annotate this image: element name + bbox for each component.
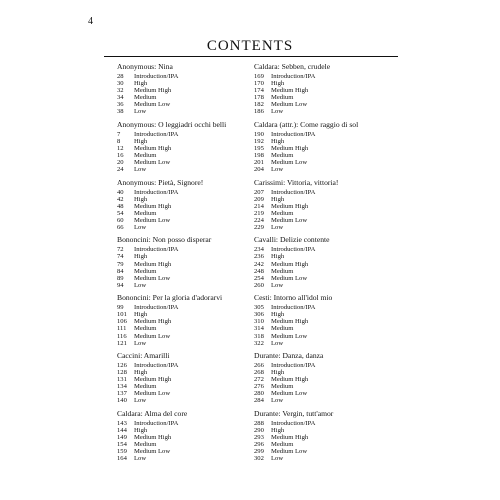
entry-label: Medium High bbox=[271, 376, 309, 384]
contents-entry bbox=[254, 427, 394, 434]
entry-page-number: 144 bbox=[117, 426, 127, 434]
entry-label: High bbox=[271, 369, 285, 377]
contents-entry bbox=[254, 441, 394, 448]
contents-entry bbox=[117, 397, 257, 404]
entry-page-number: 7 bbox=[117, 130, 121, 138]
contents-section bbox=[117, 410, 257, 468]
entry-label: Medium High bbox=[134, 260, 172, 268]
entry-page-number: 280 bbox=[254, 390, 264, 398]
entry-page-number: 159 bbox=[117, 448, 127, 456]
entry-label: Medium Low bbox=[134, 332, 171, 340]
entry-label: Medium High bbox=[134, 202, 172, 210]
section-title: Caldara: Sebben, crudele bbox=[254, 62, 331, 71]
entry-label: Medium bbox=[134, 441, 157, 449]
entry-label: Low bbox=[271, 108, 284, 116]
entry-label: Medium High bbox=[134, 433, 172, 441]
entry-page-number: 318 bbox=[254, 332, 264, 340]
entry-page-number: 30 bbox=[117, 80, 124, 88]
contents-entry bbox=[117, 275, 257, 282]
contents-entry bbox=[117, 203, 257, 210]
entry-page-number: 305 bbox=[254, 304, 264, 312]
entry-page-number: 16 bbox=[117, 152, 124, 160]
entry-page-number: 248 bbox=[254, 267, 264, 275]
entry-label: Medium bbox=[271, 383, 294, 391]
entry-label: Low bbox=[271, 166, 284, 174]
entry-page-number: 234 bbox=[254, 246, 264, 254]
entry-page-number: 38 bbox=[117, 108, 124, 116]
contents-section bbox=[117, 63, 257, 121]
section-title: Durante: Danza, danza bbox=[254, 350, 324, 360]
contents-entry bbox=[254, 152, 394, 159]
contents-section bbox=[254, 179, 394, 237]
entry-label: Medium Low bbox=[271, 448, 308, 456]
entry-page-number: 106 bbox=[117, 318, 127, 326]
entry-label: Introduction/IPA bbox=[134, 304, 179, 312]
entry-page-number: 143 bbox=[117, 419, 127, 427]
page-title: CONTENTS bbox=[206, 38, 294, 54]
entry-page-number: 276 bbox=[254, 383, 264, 391]
entry-page-number: 288 bbox=[254, 419, 264, 427]
entry-page-number: 126 bbox=[117, 361, 127, 369]
entry-label: Introduction/IPA bbox=[271, 361, 316, 369]
entry-label: High bbox=[134, 311, 148, 319]
contents-entry bbox=[254, 87, 394, 94]
entry-page-number: 190 bbox=[254, 130, 264, 138]
entry-page-number: 36 bbox=[117, 101, 124, 109]
entry-label: Medium bbox=[134, 94, 157, 102]
entry-label: Medium bbox=[271, 152, 294, 160]
entry-label: Medium bbox=[134, 209, 157, 217]
contents-entry bbox=[117, 94, 257, 101]
entry-page-number: 186 bbox=[254, 108, 264, 116]
entry-page-number: 174 bbox=[254, 87, 264, 95]
section-title: Bononcini: Per la gloria d'adorarvi bbox=[117, 293, 223, 303]
entry-page-number: 293 bbox=[254, 433, 264, 441]
entry-label: Medium High bbox=[271, 433, 309, 441]
entry-label: Medium bbox=[134, 152, 157, 160]
contents-entry bbox=[117, 362, 257, 369]
contents-entry bbox=[254, 196, 394, 203]
contents-entry bbox=[117, 101, 257, 108]
entry-label: Introduction/IPA bbox=[271, 188, 316, 196]
entry-label: Low bbox=[134, 281, 147, 289]
entry-label: Medium Low bbox=[134, 274, 171, 282]
contents-entry bbox=[254, 275, 394, 282]
entry-page-number: 12 bbox=[117, 144, 124, 152]
entry-page-number: 42 bbox=[117, 195, 124, 203]
contents-entry bbox=[254, 210, 394, 217]
contents-entry bbox=[117, 420, 257, 427]
contents-entry bbox=[117, 427, 257, 434]
contents-entry bbox=[254, 340, 394, 347]
entry-label: High bbox=[271, 253, 285, 261]
contents-entry bbox=[254, 94, 394, 101]
entry-page-number: 128 bbox=[117, 369, 127, 377]
contents-entry bbox=[254, 455, 394, 462]
contents-entry bbox=[254, 282, 394, 289]
contents-entry bbox=[117, 224, 257, 231]
contents-entry bbox=[254, 362, 394, 369]
entry-label: Medium bbox=[134, 325, 157, 333]
contents-entry bbox=[117, 87, 257, 94]
entry-page-number: 290 bbox=[254, 426, 264, 434]
contents-entry bbox=[254, 268, 394, 275]
contents-entry bbox=[254, 159, 394, 166]
entry-label: Low bbox=[134, 108, 147, 116]
entry-label: Medium Low bbox=[134, 159, 171, 167]
section-title: Anonymous: Pietà, Signore! bbox=[117, 177, 204, 187]
entry-label: Introduction/IPA bbox=[271, 304, 316, 312]
contents-entry bbox=[117, 333, 257, 340]
contents-section bbox=[254, 121, 394, 179]
contents-entry bbox=[117, 390, 257, 397]
entry-label: Medium bbox=[271, 441, 294, 449]
entry-page-number: 89 bbox=[117, 274, 124, 282]
entry-label: Medium High bbox=[271, 260, 309, 268]
contents-entry bbox=[117, 138, 257, 145]
entry-page-number: 310 bbox=[254, 318, 264, 326]
entry-label: Introduction/IPA bbox=[134, 246, 179, 254]
entry-label: Low bbox=[134, 224, 147, 232]
entry-page-number: 131 bbox=[117, 376, 127, 384]
entry-label: Medium Low bbox=[134, 216, 171, 224]
entry-page-number: 24 bbox=[117, 166, 124, 174]
page-number: 4 bbox=[88, 16, 93, 27]
entry-page-number: 306 bbox=[254, 311, 264, 319]
entry-label: Introduction/IPA bbox=[271, 246, 316, 254]
entry-page-number: 209 bbox=[254, 195, 264, 203]
entry-page-number: 242 bbox=[254, 260, 264, 268]
entry-label: Introduction/IPA bbox=[134, 73, 179, 80]
contents-entry bbox=[254, 333, 394, 340]
entry-label: Medium Low bbox=[271, 332, 308, 340]
contents-section bbox=[254, 236, 394, 294]
contents-entry bbox=[117, 383, 257, 390]
entry-page-number: 66 bbox=[117, 224, 124, 232]
contents-entry bbox=[117, 189, 257, 196]
entry-label: High bbox=[134, 253, 148, 261]
contents-entry bbox=[117, 268, 257, 275]
contents-section bbox=[117, 121, 257, 179]
entry-label: Medium bbox=[271, 94, 294, 102]
entry-page-number: 72 bbox=[117, 246, 124, 254]
entry-label: High bbox=[271, 426, 285, 434]
entry-page-number: 302 bbox=[254, 455, 264, 463]
contents-entry bbox=[117, 311, 257, 318]
entry-page-number: 164 bbox=[117, 455, 127, 463]
entry-page-number: 99 bbox=[117, 304, 124, 312]
entry-label: Low bbox=[134, 397, 147, 405]
contents-entry bbox=[254, 224, 394, 231]
contents-entry bbox=[254, 390, 394, 397]
title-rule bbox=[104, 56, 398, 57]
entry-label: Medium bbox=[271, 209, 294, 217]
entry-page-number: 116 bbox=[117, 332, 127, 340]
contents-entry bbox=[254, 203, 394, 210]
entry-label: Medium High bbox=[271, 87, 309, 95]
contents-section bbox=[117, 352, 257, 410]
contents-entry bbox=[117, 246, 257, 253]
entry-page-number: 170 bbox=[254, 80, 264, 88]
contents-entry bbox=[117, 448, 257, 455]
contents-entry bbox=[117, 145, 257, 152]
contents-section bbox=[254, 294, 394, 352]
entry-page-number: 229 bbox=[254, 224, 264, 232]
entry-page-number: 272 bbox=[254, 376, 264, 384]
entry-page-number: 74 bbox=[117, 253, 124, 261]
contents-entry bbox=[117, 196, 257, 203]
entry-page-number: 192 bbox=[254, 137, 264, 145]
entry-page-number: 154 bbox=[117, 441, 127, 449]
entry-label: High bbox=[134, 80, 148, 88]
entry-page-number: 178 bbox=[254, 94, 264, 102]
entry-label: Introduction/IPA bbox=[271, 130, 316, 138]
entry-page-number: 101 bbox=[117, 311, 127, 319]
entry-page-number: 34 bbox=[117, 94, 124, 102]
entry-label: Introduction/IPA bbox=[134, 188, 179, 196]
contents-entry bbox=[254, 138, 394, 145]
entry-label: Low bbox=[134, 339, 147, 347]
entry-page-number: 8 bbox=[117, 137, 121, 145]
entry-label: Medium High bbox=[134, 87, 172, 95]
contents-entry bbox=[117, 166, 257, 173]
contents-entry bbox=[254, 166, 394, 173]
contents-section bbox=[117, 236, 257, 294]
contents-entry bbox=[254, 108, 394, 115]
section-title: Cesti: Intorno all'idol mio bbox=[254, 293, 333, 303]
entry-page-number: 84 bbox=[117, 267, 124, 275]
entry-label: Medium bbox=[271, 267, 294, 275]
section-title: Bononcini: Non posso disperar bbox=[117, 235, 212, 245]
entry-page-number: 137 bbox=[117, 390, 127, 398]
contents-entry bbox=[117, 210, 257, 217]
entry-label: Low bbox=[271, 339, 284, 347]
entry-page-number: 198 bbox=[254, 152, 264, 160]
entry-label: Medium Low bbox=[271, 101, 308, 109]
entry-label: Medium bbox=[134, 267, 157, 275]
entry-label: Low bbox=[271, 224, 284, 232]
entry-page-number: 28 bbox=[117, 73, 124, 80]
entry-label: Introduction/IPA bbox=[271, 419, 316, 427]
contents-entry bbox=[254, 73, 394, 80]
entry-label: Medium High bbox=[134, 144, 172, 152]
entry-page-number: 20 bbox=[117, 159, 124, 167]
entry-label: Medium Low bbox=[134, 390, 171, 398]
entry-label: Medium Low bbox=[271, 216, 308, 224]
entry-page-number: 260 bbox=[254, 281, 264, 289]
contents-section bbox=[254, 352, 394, 410]
contents-entry bbox=[254, 383, 394, 390]
contents-entry bbox=[254, 145, 394, 152]
entry-page-number: 134 bbox=[117, 383, 127, 391]
contents-entry bbox=[117, 108, 257, 115]
entry-page-number: 40 bbox=[117, 188, 124, 196]
entry-page-number: 140 bbox=[117, 397, 127, 405]
contents-entry bbox=[117, 80, 257, 87]
section-title: Anonymous: O leggiadri occhi belli bbox=[117, 119, 227, 129]
contents-entry bbox=[254, 434, 394, 441]
section-title: Caldara: Alma del core bbox=[117, 408, 188, 418]
contents-entry bbox=[117, 340, 257, 347]
contents-column-left bbox=[117, 63, 257, 468]
entry-label: High bbox=[271, 80, 285, 88]
contents-entry bbox=[254, 101, 394, 108]
entry-page-number: 299 bbox=[254, 448, 264, 456]
contents-entry bbox=[117, 131, 257, 138]
entry-label: Medium Low bbox=[271, 274, 308, 282]
contents-entry bbox=[117, 434, 257, 441]
entry-page-number: 48 bbox=[117, 202, 124, 210]
entry-page-number: 266 bbox=[254, 361, 264, 369]
contents-entry bbox=[117, 441, 257, 448]
entry-label: High bbox=[271, 137, 285, 145]
contents-entry bbox=[117, 282, 257, 289]
section-title: Durante: Vergin, tutt'amor bbox=[254, 408, 334, 418]
entry-page-number: 111 bbox=[117, 325, 127, 333]
entry-label: High bbox=[134, 195, 148, 203]
contents-entry bbox=[254, 318, 394, 325]
contents-entry bbox=[254, 376, 394, 383]
entry-label: Medium High bbox=[134, 376, 172, 384]
entry-label: High bbox=[271, 311, 285, 319]
entry-page-number: 32 bbox=[117, 87, 124, 95]
section-title: Caccini: Amarilli bbox=[117, 350, 170, 360]
entry-page-number: 314 bbox=[254, 325, 264, 333]
contents-entry bbox=[254, 131, 394, 138]
entry-page-number: 182 bbox=[254, 101, 264, 109]
contents-section bbox=[117, 294, 257, 352]
contents-entry bbox=[117, 253, 257, 260]
entry-page-number: 219 bbox=[254, 209, 264, 217]
contents-entry bbox=[254, 369, 394, 376]
entry-label: Medium Low bbox=[134, 448, 171, 456]
contents-section bbox=[254, 410, 394, 468]
entry-page-number: 60 bbox=[117, 216, 124, 224]
entry-page-number: 201 bbox=[254, 159, 264, 167]
entry-page-number: 296 bbox=[254, 441, 264, 449]
contents-entry bbox=[117, 152, 257, 159]
entry-label: Low bbox=[271, 281, 284, 289]
contents-entry bbox=[117, 261, 257, 268]
entry-page-number: 207 bbox=[254, 188, 264, 196]
entry-label: Medium Low bbox=[271, 390, 308, 398]
entry-page-number: 149 bbox=[117, 433, 127, 441]
contents-entry bbox=[254, 189, 394, 196]
entry-page-number: 195 bbox=[254, 144, 264, 152]
contents-entry bbox=[117, 318, 257, 325]
contents-column-right bbox=[254, 63, 394, 468]
entry-label: Low bbox=[134, 455, 147, 463]
contents-entry bbox=[117, 217, 257, 224]
entry-page-number: 121 bbox=[117, 339, 127, 347]
entry-label: Medium High bbox=[134, 318, 172, 326]
contents-entry bbox=[254, 420, 394, 427]
entry-label: Medium bbox=[271, 325, 294, 333]
entry-label: High bbox=[134, 137, 148, 145]
entry-page-number: 284 bbox=[254, 397, 264, 405]
contents-entry bbox=[254, 397, 394, 404]
entry-label: Medium High bbox=[271, 202, 309, 210]
entry-page-number: 94 bbox=[117, 281, 124, 289]
section-title: Caldara (attr.): Come raggio di sol bbox=[254, 119, 359, 129]
entry-label: Medium Low bbox=[271, 159, 308, 167]
contents-section bbox=[254, 63, 394, 121]
contents-entry bbox=[254, 217, 394, 224]
contents-entry bbox=[254, 311, 394, 318]
section-title: Cavalli: Delizie contente bbox=[254, 235, 330, 245]
section-title: Anonymous: Nina bbox=[117, 62, 173, 71]
entry-page-number: 236 bbox=[254, 253, 264, 261]
entry-label: Low bbox=[271, 397, 284, 405]
contents-entry bbox=[254, 253, 394, 260]
entry-label: High bbox=[271, 195, 285, 203]
section-title: Carissimi: Vittoria, vittoria! bbox=[254, 177, 339, 187]
contents-entry bbox=[254, 80, 394, 87]
entry-page-number: 254 bbox=[254, 274, 264, 282]
entry-page-number: 54 bbox=[117, 209, 124, 217]
entry-page-number: 204 bbox=[254, 166, 264, 174]
entry-page-number: 268 bbox=[254, 369, 264, 377]
entry-label: Low bbox=[134, 166, 147, 174]
entry-label: Medium bbox=[134, 383, 157, 391]
entry-label: High bbox=[134, 369, 148, 377]
entry-label: Introduction/IPA bbox=[134, 361, 179, 369]
contents-entry bbox=[254, 261, 394, 268]
entry-label: Medium High bbox=[271, 144, 309, 152]
entry-page-number: 224 bbox=[254, 216, 264, 224]
entry-label: Introduction/IPA bbox=[271, 73, 316, 80]
contents-entry bbox=[254, 304, 394, 311]
entry-label: High bbox=[134, 426, 148, 434]
contents-entry bbox=[117, 304, 257, 311]
contents-entry bbox=[117, 73, 257, 80]
contents-entry bbox=[117, 159, 257, 166]
entry-label: Introduction/IPA bbox=[134, 130, 179, 138]
contents-entry bbox=[117, 376, 257, 383]
entry-label: Medium High bbox=[271, 318, 309, 326]
contents-section bbox=[117, 179, 257, 237]
contents-entry bbox=[117, 369, 257, 376]
entry-label: Medium Low bbox=[134, 101, 171, 109]
contents-entry bbox=[254, 325, 394, 332]
contents-entry bbox=[254, 448, 394, 455]
entry-page-number: 322 bbox=[254, 339, 264, 347]
entry-page-number: 79 bbox=[117, 260, 124, 268]
contents-entry bbox=[254, 246, 394, 253]
contents-entry bbox=[117, 455, 257, 462]
entry-page-number: 214 bbox=[254, 202, 264, 210]
entry-page-number: 169 bbox=[254, 73, 264, 80]
contents-entry bbox=[117, 325, 257, 332]
entry-label: Introduction/IPA bbox=[134, 419, 179, 427]
entry-label: Low bbox=[271, 455, 284, 463]
